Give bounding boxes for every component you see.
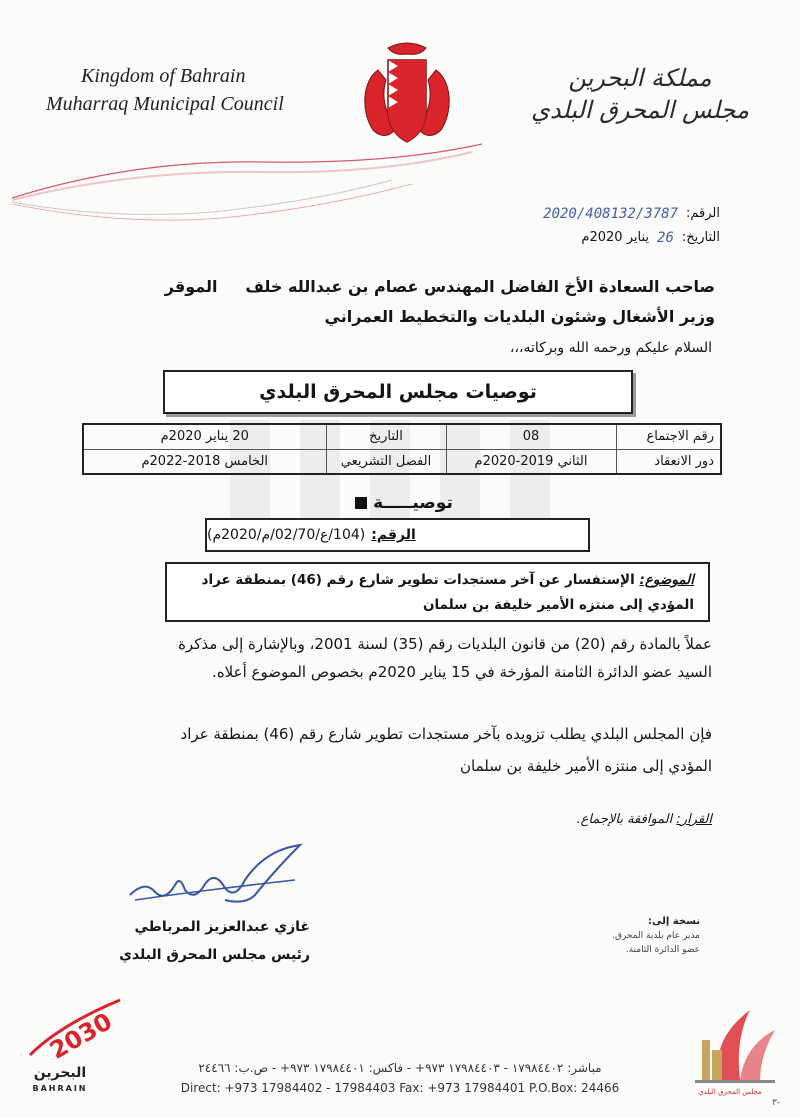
- header-english: [46, 62, 296, 118]
- decision-value: الموافقة بالإجماع.: [576, 812, 673, 827]
- council-name-ar: مجلس المحرق البلدي: [531, 96, 749, 124]
- header-arabic: [520, 62, 760, 126]
- ref-date-rest: يناير 2020م: [581, 230, 650, 245]
- bahrain-emblem-icon: [358, 40, 456, 150]
- session-label: دور الانعقاد: [616, 449, 721, 474]
- meeting-info-table: [82, 423, 722, 475]
- recommendation-number-value: (104/ع/02/70/م/2020م): [207, 527, 366, 543]
- ref-number-value: 2020/408132/3787: [543, 206, 678, 222]
- square-bullet-icon: [355, 497, 367, 509]
- recommendation-number-label: الرقم:: [371, 527, 416, 543]
- logo-2030-ar: البحرين: [33, 1065, 87, 1081]
- decision: [312, 812, 712, 827]
- council-logo-icon: [690, 1000, 780, 1100]
- footer-english: Direct: +973 17984402 - 17984403 Fax: +973 17984401 P.O.Box: 24466: [180, 1081, 620, 1095]
- reference-block: [380, 202, 720, 250]
- body-para1-line2: السيد عضو الدائرة الثامنة المؤرخة في 15 يناير 2020م بخصوص الموضوع أعلاه.: [212, 663, 712, 681]
- footer-arabic: مباشر: ١٧٩٨٤٤٠٢ - ١٧٩٨٤٤٠٣ ٩٧٣+ - فاكس: ١٧٩٨٤٤٠١ ٩٧٣+ - ص.ب: ٢٤٤٦٦: [198, 1061, 602, 1075]
- table-row: [83, 449, 721, 474]
- kingdom-name-ar: مملكة البحرين: [568, 64, 712, 92]
- body-para1-line1: عملاً بالمادة رقم (20) من قانون البلديات رقم (35) لسنة 2001، وبالإشارة إلى مذكرة: [178, 635, 712, 653]
- meeting-date-label: التاريخ: [326, 424, 446, 449]
- bahrain-2030-logo: [20, 995, 130, 1095]
- subject-line-1: الإستفسار عن آخر مستجدات تطوير شارع رقم (46) بمنطقة عراد: [201, 572, 635, 588]
- subject-box: [165, 562, 710, 622]
- addressee-line-2: وزير الأشغال وشئون البلديات والتخطيط العمراني: [324, 307, 715, 326]
- table-row: [83, 424, 721, 449]
- meeting-date-value: 20 يناير 2020م: [83, 424, 326, 449]
- addressee: [115, 272, 715, 332]
- council-logo-label: مجلس المحرق البلدي: [698, 1088, 762, 1096]
- document-title: توصيات مجلس المحرق البلدي: [163, 370, 633, 414]
- ref-number-label: الرقم:: [686, 206, 720, 221]
- copy-item-2: عضو الدائرة الثامنة.: [625, 945, 700, 955]
- term-label: الفصل التشريعي: [326, 449, 446, 474]
- recommendation-heading: [336, 493, 466, 513]
- ref-date-day: 26: [657, 230, 674, 246]
- signer-name: غازي عبدالعزيز المرباطي: [134, 919, 310, 935]
- signer-title: رئيس مجلس المحرق البلدي: [119, 947, 310, 963]
- body-paragraph-1: [92, 630, 712, 686]
- ref-date-label: التاريخ:: [681, 230, 720, 245]
- signer: [110, 913, 310, 969]
- body-paragraph-2: [92, 718, 712, 782]
- footer-contact: [160, 1058, 640, 1098]
- handwritten-signature: [125, 840, 305, 910]
- body-para2-line1: فإن المجلس البلدي يطلب تزويده بآخر مستجدات تطوير شارع رقم (46) بمنطقة عراد: [180, 725, 712, 743]
- body-para2-line2: المؤدي إلى منتزه الأمير خليفة بن سلمان: [460, 757, 712, 775]
- page-mark: ٣-: [772, 1098, 781, 1108]
- greeting: السلام عليكم ورحمه الله وبركاته،،،: [509, 340, 712, 356]
- addressee-line-1: صاحب السعادة الأخ الفاضل المهندس عصام بن عبدالله خلف الموقر: [164, 277, 715, 296]
- decision-label: القرار:: [676, 812, 712, 827]
- session-value: الثاني 2019-2020م: [446, 449, 616, 474]
- recommendation-label: توصيـــــة: [373, 493, 453, 513]
- subject-label: الموضوع:: [639, 572, 694, 588]
- logo-2030-en: BAHRAIN: [32, 1084, 88, 1093]
- meeting-no-label: رقم الاجتماع: [616, 424, 721, 449]
- kingdom-name-en: Kingdom of Bahrain: [81, 65, 246, 87]
- copy-to: [580, 915, 700, 957]
- council-name-en: Muharraq Municipal Council: [46, 93, 284, 115]
- recommendation-number-box: [205, 518, 590, 552]
- subject-line-2: المؤدي إلى منتزه الأمير خليفة بن سلمان: [422, 597, 694, 613]
- copy-label: نسخة إلى:: [648, 916, 700, 927]
- copy-item-1: مدير عام بلدية المحرق.: [612, 931, 700, 941]
- logo-2030-year: 2030: [44, 1007, 117, 1065]
- term-value: الخامس 2018-2022م: [83, 449, 326, 474]
- meeting-no-value: 08: [446, 424, 616, 449]
